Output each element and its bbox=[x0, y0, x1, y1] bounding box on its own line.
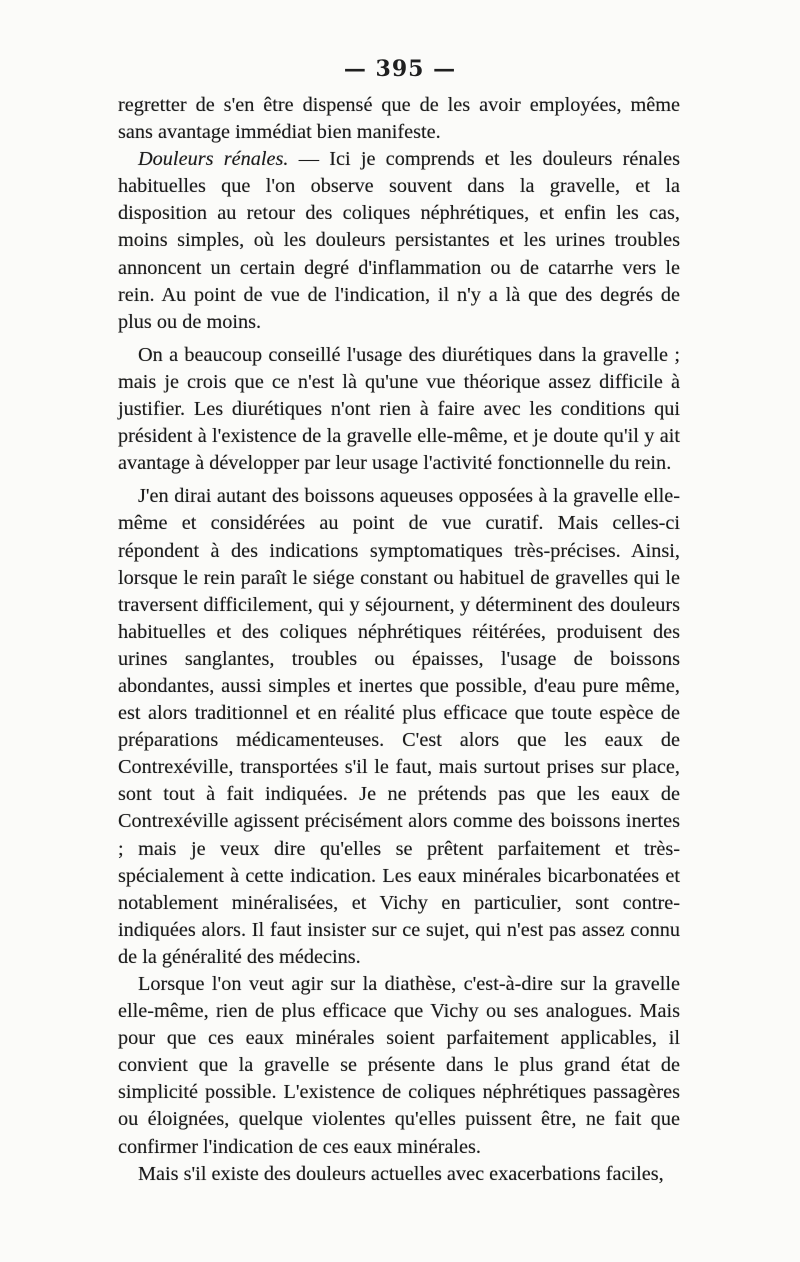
paragraph-diathese bbox=[118, 971, 680, 1161]
paragraph-text: regretter de s'en être dispensé que de les avoir employées, même sans avantage immédiat bien manifeste. bbox=[118, 94, 680, 144]
paragraph-douleurs-renales bbox=[118, 146, 680, 336]
paragraph-text: Mais s'il existe des douleurs actuelles avec exacerbations faciles, bbox=[138, 1162, 664, 1185]
paragraph-diuretiques bbox=[118, 342, 680, 477]
paragraph-text: Lorsque l'on veut agir sur la diathèse, c'est-à-dire sur la gravelle elle-même, rien de plus efficace que Vichy ou ses analogues. Mais pour que ces eaux minérales soient parfaitement applicables, il convient que la gravelle se présente dans le plus grand état de simplicité possible. L'existence de coliques néphrétiques passagères ou éloignées, quelque violentes qu'elles puissent être, ne fait que confirmer l'indication de ces eaux minérales. bbox=[118, 973, 680, 1158]
paragraph-continuation bbox=[118, 92, 680, 146]
paragraph-text: — Ici je comprends et les douleurs rénales habituelles que l'on observe souvent dans la gravelle, et la disposition au retour des coliques néphrétiques, et enfin les cas, moins simples, où les douleurs persistantes et les urines troubles annoncent un certain degré d'inflammation ou de catarrhe vers le rein. Au point de vue de l'indication, il n'y a là que des degrés de plus ou de moins. bbox=[118, 148, 680, 333]
page-number: — 395 — bbox=[343, 56, 457, 82]
body-text bbox=[118, 92, 680, 1188]
paragraph-text: On a beaucoup conseillé l'usage des diurétiques dans la gravelle ; mais je crois que ce n'est là qu'une vue théorique assez difficile à justifier. Les diurétiques n'ont rien à faire avec les conditions qui président à l'existence de la gravelle elle-même, et je doute qu'il y ait avantage à développer par leur usage l'activité fonctionnelle du rein. bbox=[118, 343, 680, 475]
paragraph-douleurs-actuelles bbox=[118, 1161, 680, 1188]
section-lead: Douleurs rénales. bbox=[138, 148, 289, 171]
paragraph-boissons-aqueuses bbox=[118, 483, 680, 971]
paragraph-text: J'en dirai autant des boissons aqueuses opposées à la gravelle elle-même et considérées au point de vue curatif. Mais celles-ci répondent à des indications symptomatiques très-précises. Ainsi, lorsque le rein paraît le siége constant ou habituel de gravelles qui le traversent difficilement, qui y séjournent, y déterminent des douleurs habituelles et des coliques néphrétiques réitérées, produisent des urines sanglantes, troubles ou épaisses, l'usage de boissons abondantes, aussi simples et inertes que possible, d'eau pure même, est alors traditionnel et en réalité plus efficace que toute espèce de préparations médicamenteuses. C'est alors que les eaux de Contrexéville, transportées s'il le faut, mais surtout prises sur place, sont tout à fait indiquées. Je ne prétends pas que les eaux de Contrexéville agissent précisément alors comme des boissons inertes ; mais je veux dire qu'elles se prêtent parfaitement et très-spécialement à cette indication. Les eaux minérales bicarbonatées et notablement minéralisées, et Vichy en particulier, sont contre-indiquées alors. Il faut insister sur ce sujet, qui n'est pas assez connu de la généralité des médecins. bbox=[118, 485, 680, 968]
